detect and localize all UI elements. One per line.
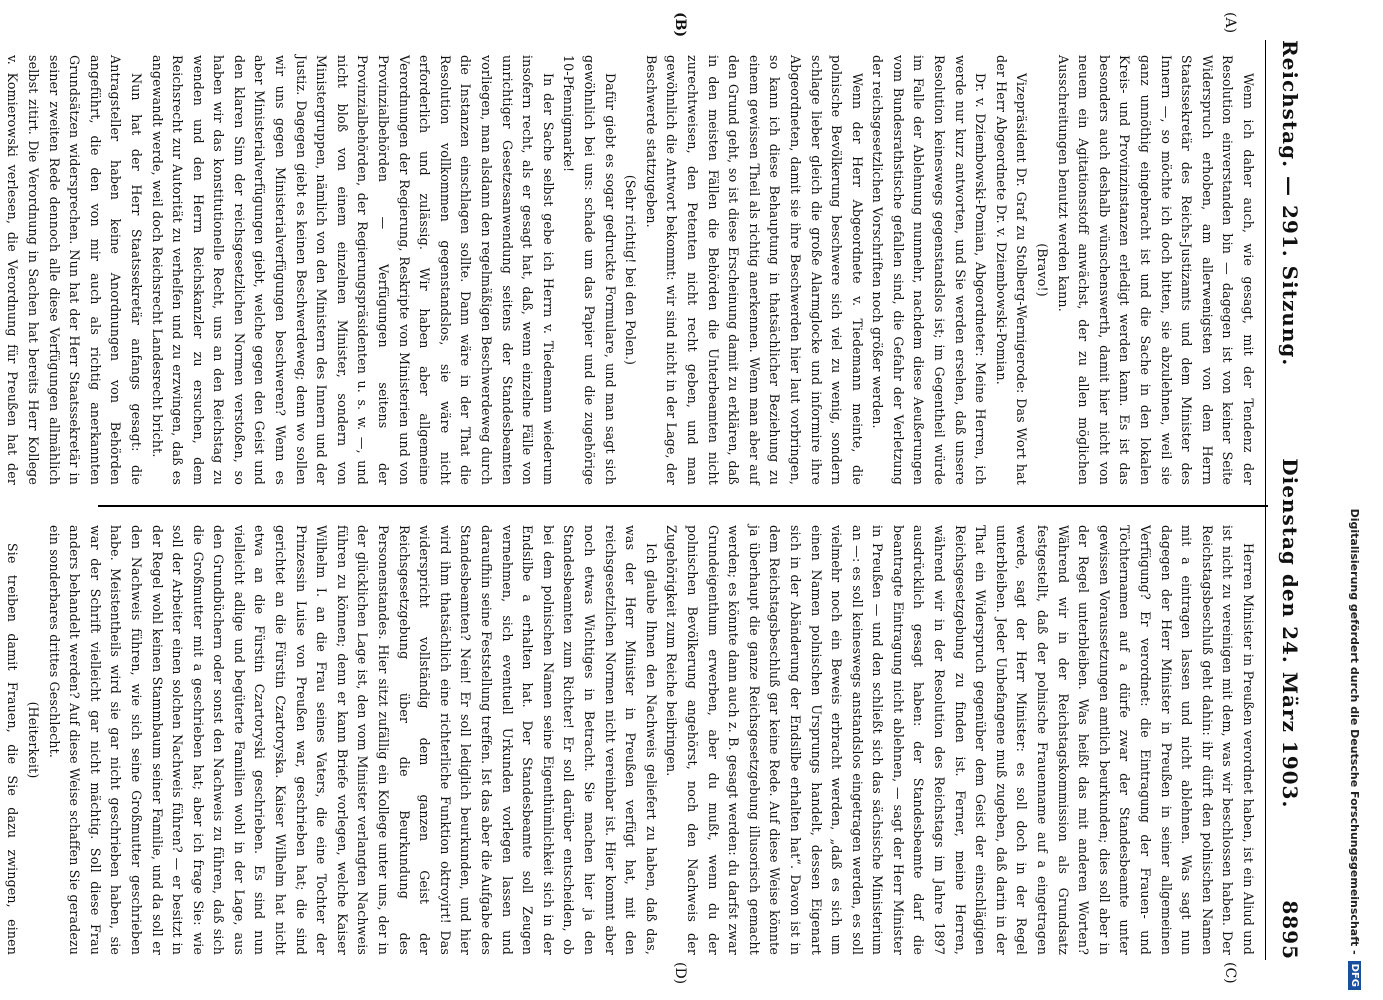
paragraph: Sie treiben damit Frauen, die Sie dazu zwingen, einen <box>5 543 21 955</box>
interjection: (Heiterkeit) <box>25 701 41 779</box>
dfg-logo: DFG <box>1349 961 1362 990</box>
interjection: (Bravo!) <box>1035 243 1051 297</box>
right-column <box>0 525 1258 955</box>
paragraph: Ich glaube Ihnen den Nachweis geliefert zu haben, daß das, was der Herr Minister in Preußen verfügt hat, mit den reichsgesetzlichen Normen nicht vereinbar ist. Hier kommt aber noch etwas Wichtiges in Betracht. Sie machen hier ja den Standesbeamten zum Richter! Er soll darüber entscheiden, ob bei dem polnischen Namen seine Eigenthümlichkeit sich in der Endsilbe a erhalten hat. Der Standesbeamte soll Zeugen vernehmen, sich eventuell Urkunden vorlegen lassen und daraufhin seine Feststellung treffen. Ist das aber die Aufgabe des Standesbeamten? Nein! Er soll lediglich beurkunden, und hier wird ihm thatsächlich eine richterliche Funktion oktroyirt! Das widerspricht vollständig dem ganzen Geist der Reichsgesetzgebung über die Beurkundung des Personenstandes. Hier sitzt zufällig ein Kollege unter uns, der in der glücklichen Lage ist, den vom Minister verlangten Nachweis führen zu können; denn er kann Briefe vorlegen, welche Kaiser Wilhelm I. an die Frau seines Vaters, die eine Tochter der Prinzessin Luise von Preußen war, geschrieben hat; die sind gerichtet an die Fürstin Czartoryska. Kaiser Wilhelm hat nicht etwa an die Fürstin Czartoryski geschrieben. Es sind nun vielleicht adlige und begüterte Familien wohl in der Lage, aus den Grundbüchern oder sonst den Nachweis zu führen, daß sich die Großmutter mit a geschrieben hat; aber ich frage Sie: wie soll der Arbeiter einen solchen Nachweis führen? — er besitzt in der Regel wohl keinen Stammbaum seiner Familie, und da soll er den Nachweis führen, wie sich seine Großmutter geschrieben habe. Meistentheils wird sie gar nicht geschrieben haben, sie war der Schrift vielleicht gar nicht mächtig. Soll diese Frau anders behandelt werden? Auf diese Weise schaffen Sie geradezu ein sonderbares drittes Geschlecht. <box>46 525 659 955</box>
document-page <box>5 0 1328 1000</box>
credit-text: Digitalisierung gefördert durch die Deutsche Forschungsgemeinschaft - <box>1348 508 1362 955</box>
header-rule <box>1265 40 1266 960</box>
scanned-page <box>5 0 1328 1000</box>
interjection: (Sehr richtig! bei den Polen.) <box>623 174 639 366</box>
paragraph: Wenn ich daher auch, wie gesagt, mit der Tendenz der Resolution einverstanden bin — dagegen ist von keiner Seite Widerspruch erhoben, am allerwenigsten von dem Herrn Staatssekretär des Reichs-Justizamts und dem Minister des Innern —, so möchte ich doch bitten, sie abzulehnen, weil sie ganz unnöthig eingebracht ist und die Sache in den lokalen Kreis- und Provinzinstanzen erledigt werden kann. Es ist das besonders auch deshalb wünschenswerth, damit hier nicht von neuem ein Agitationsstoff anwächst, der zu allen möglichen Ausschreitungen benutzt werden kann. <box>1055 55 1256 485</box>
paragraph: Nun hat der Herr Staatssekretär anfangs gesagt: die Antragsteller haben keine Anordnungen von Behörden angeführt, die den von mir auch als richtig anerkannten Grundsätzen widersprechen. Nun hat der Herr Staatssekretär in seiner zweiten Rede dennoch alle diese Verfügungen allmählich selbst zitirt. Die Verordnung in Sachen hat bereits Herr Kollege v. Komierowski verlesen, die Verordnung für Preußen hat der <box>5 55 144 485</box>
column-separator <box>98 505 1268 507</box>
header-left: Reichstag. — 291. Sitzung. <box>1278 40 1302 367</box>
paragraph: Herren Minister in Preußen verordnet haben, ist ein Aliud und ist nicht zu vereinigen mit dem, was wir beschlossen haben. Der Reichstagsbeschluß geht dahin: ihr dürft den polnischen Namen mit a eintragen lassen und nicht ablehnen. Was sagt nun dagegen der Herr Minister in Preußen in seiner allgemeinen Verfügung? Er verordnet: die Eintragung der Frauen- und Töchternamen auf a dürfe zwar der Standesbeamte unter gewissen Voraussetzungen amtlich beurkunden; dies soll aber in der Regel unterbleiben. Was heißt das mit anderen Worten? Während wir in der Reichstagskommission als Grundsatz festgestellt, daß der polnische Frauenname auf a eingetragen werde, sagt der Herr Minister: es soll doch in der Regel unterbleiben. Jeder Unbefangene muß zugeben, daß darin in der That ein Widerspruch gegenüber dem Geist der einschlägigen Reichsgesetzgebung zu finden ist. Ferner, meine Herren, während wir in der Resolution des Reichstags im Jahre 1897 ausdrücklich gesagt haben: der Standesbeamte darf die beantragte Eintragung nicht ablehnen, — sagt der Herr Minister in Preußen — und den schließt sich das sächsische Ministerium an —: es soll keineswegs anstandslos eingetragen werden, es soll vielmehr noch ein Beweis erbracht werden, „daß es sich um einen Namen polnischen Ursprungs handelt, dessen Eigenart sich in der Abänderung der Endsilbe erhalten hat“. Davon ist in dem Reichstagsbeschluß gar keine Rede. Auf diese Weise könnte ja überhaupt die ganze Reichsgesetzgebung illusorisch gemacht werden; es könnte dann auch z. B. gesagt werden: du darfst zwar Grundeigenthum erwerben, aber du mußt, wenn du der polnischen Bevölkerung angehörst, noch den Nachweis der Zugehörigkeit zum Reiche beibringen. <box>664 525 1256 955</box>
paragraph: In der Sache selbst gebe ich Herrn v. Tiedemann wiederum insofern recht, als er gesagt hat, daß, wenn einzelne Fälle von unrichtiger Gesetzesanwendung seitens der Standesbeamten vorliegen, man alsdann den regelmäßigen Beschwerdeweg durch die Instanzen einschlagen sollte. Dann wäre in der That die Resolution vollkommen gegenstandslos, sie wäre nicht erforderlich und zulässig. Wir haben aber allgemeine Verordnungen der Regierung, Reskripte von Ministerien und von Provinzialbehörden — Verfügungen seitens der Provinzialbehörden, der Regierungspräsidenten u. s. w. —, und nicht bloß von einem einzelnen Minister, sondern von Ministergruppen, nämlich von den Ministern des Innern und der Justiz. Dagegen giebt es keinen Beschwerdeweg; denn wo sollen wir uns gegen Ministerialverfügungen beschweren? Wenn es aber Ministerialverfügungen giebt, welche gegen den Geist und den klaren Sinn der reichsgesetzlichen Normen verstoßen, so haben wir das konstitutionelle Recht, uns an den Reichstag zu wenden und den Herrn Reichskanzler zu ersuchen, dem Reichsrecht zur Autorität zu verhelfen und zu erzwingen, daß es angewandt werde, weil doch Reichsrecht Landesrecht bricht. <box>149 55 556 485</box>
paragraph: Vizepräsident Dr. Graf zu Stolberg-Wernigerode: Das Wort hat der Herr Abgeordnete Dr. v. Dziembowski-Pomian. <box>993 55 1030 485</box>
left-column <box>0 55 1258 485</box>
header-center: Dienstag den 24. März 1903. <box>1278 458 1302 809</box>
margin-mark-d: (D) <box>672 962 688 985</box>
margin-mark-c: (C) <box>1222 962 1238 984</box>
paragraph: Dafür giebt es sogar gedruckte Formulare, und man sagt sich gewöhnlich bei uns: schade um das Papier und die zugehörige 10-Pfennigmarke! <box>561 55 618 485</box>
paragraph: Dr. v. Dziembowski-Pomian, Abgeordneter: Meine Herren, ich werde nur kurz antworten, und Sie werden ersehen, daß unsere Resolution keineswegs gegenstandslos ist; im Gegentheil würde im Falle der Ablehnung nunmehr, nachdem diese Aeußerungen vom Bundesrathstische gefallen sind, die Gefahr der Verletzung der reichsgesetzlichen Vorschriften noch größer werden. <box>870 55 989 485</box>
margin-mark-b: (B) <box>672 12 688 38</box>
paragraph: Wenn der Herr Abgeordnete v. Tiedemann meinte, die polnische Bevölkerung beschwere sich viel zu wenig, sondern schlage lieber gleich die große Alarmglocke und informire ihre Abgeordneten, damit sie ihre Beschwerden hier laut vorbringen, so kann ich diese Behauptung in thatsächlicher Beziehung zu einem gewissen Theil als richtig anerkennen. Wenn man aber auf den Grund geht, so ist diese Erscheinung damit zu erklären, daß in den meisten Fällen die Behörden die Unterbeamten nicht zurechtweisen, den Petenten nicht recht geben, und man gewöhnlich die Antwort bekommt: wir sind nicht in der Lage, der Beschwerde stattzugeben. <box>643 55 865 485</box>
page-number: 8895 <box>1278 900 1302 960</box>
digitization-credit <box>1340 10 1370 990</box>
margin-mark-a: (A) <box>1222 12 1238 34</box>
running-head <box>1270 40 1310 960</box>
